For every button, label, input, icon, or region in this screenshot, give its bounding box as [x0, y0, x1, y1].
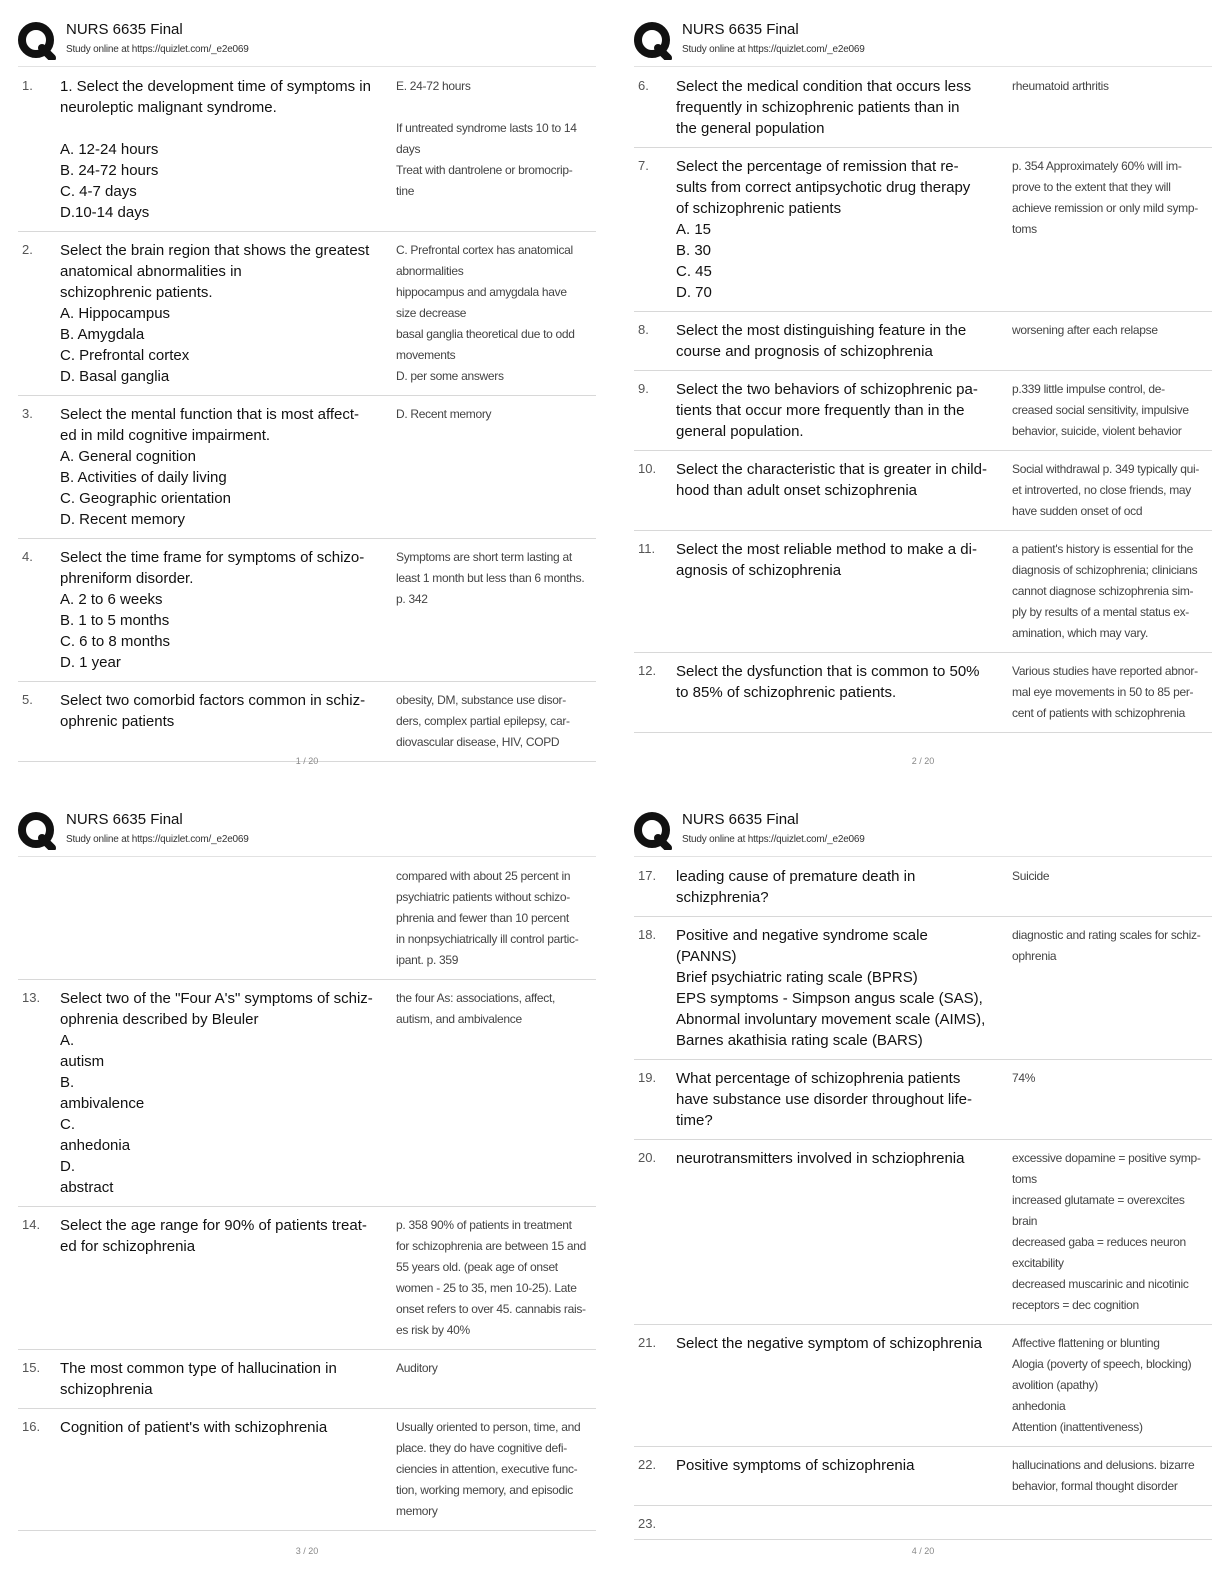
flashcard: [634, 148, 1212, 312]
term-line: D. Recent memory: [60, 511, 186, 528]
term-line: Abnormal involuntary movement scale (AIMS),: [676, 1011, 986, 1028]
card-definition: [1012, 379, 1212, 442]
term-line: Select two of the "Four A's" symptoms of schiz-: [60, 990, 373, 1007]
definition-line: phrenia and fewer than 10 percent: [396, 911, 569, 925]
definition-line: decreased muscarinic and nicotinic: [1012, 1277, 1189, 1291]
card-number: 15.: [22, 1360, 41, 1375]
card-definition: [396, 690, 596, 753]
term-line: to 85% of schizophrenic patients.: [676, 684, 897, 701]
card-number: 21.: [638, 1335, 657, 1350]
card-number: 9.: [638, 381, 649, 396]
definition-line: behavior, suicide, violent behavior: [1012, 424, 1182, 438]
flashcard: [18, 1409, 596, 1531]
definition-line: toms: [1012, 222, 1037, 236]
definition-line: receptors = dec cognition: [1012, 1298, 1139, 1312]
card-number: 2.: [22, 242, 33, 257]
definition-line: hippocampus and amygdala have: [396, 285, 567, 299]
definition-line: a patient's history is essential for the: [1012, 542, 1194, 556]
term-line: Select the mental function that is most affect-: [60, 406, 360, 423]
card-term: [60, 76, 396, 223]
term-line: of schizophrenic patients: [676, 200, 842, 217]
card-number: 13.: [22, 990, 41, 1005]
page-number: 4 / 20: [911, 1546, 935, 1556]
term-line: The most common type of hallucination in: [60, 1360, 337, 1377]
definition-line: D. Recent memory: [396, 407, 492, 421]
header-divider: [18, 66, 596, 67]
card-number: 7.: [638, 158, 649, 173]
page-2: [634, 18, 1212, 778]
term-line: C. 6 to 8 months: [60, 633, 171, 650]
term-line: schizophrenia: [60, 1381, 153, 1398]
definition-line: et introverted, no close friends, may: [1012, 483, 1191, 497]
card-definition: [1012, 76, 1212, 139]
term-line: ambivalence: [60, 1095, 145, 1112]
term-line: C.: [60, 1116, 75, 1133]
term-line: C. Prefrontal cortex: [60, 347, 190, 364]
term-line: [60, 118, 396, 139]
quizlet-logo-icon: [18, 22, 56, 60]
document-title: NURS 6635 Final: [66, 811, 183, 828]
term-line: Select the brain region that shows the greatest: [60, 242, 370, 259]
definition-line: ophrenia: [1012, 949, 1057, 963]
term-line: frequently in schizophrenic patients than in: [676, 99, 960, 116]
card-definition: [1012, 459, 1212, 522]
card-definition: [1012, 1514, 1212, 1531]
term-line: Positive and negative syndrome scale: [676, 927, 928, 944]
flashcard: [18, 1207, 596, 1350]
term-line: anhedonia: [60, 1137, 131, 1154]
study-link[interactable]: Study online at https://quizlet.com/_e2e069: [66, 834, 249, 845]
term-line: neuroleptic malignant syndrome.: [60, 99, 277, 116]
definition-line: toms: [1012, 1172, 1037, 1186]
page-header: [18, 18, 596, 64]
card-definition: [396, 988, 596, 1198]
card-definition: [396, 547, 596, 673]
card-term: [60, 988, 396, 1198]
definition-line: amination, which may vary.: [1012, 626, 1149, 640]
card-term: [676, 1455, 1012, 1497]
definition-line: tine: [396, 184, 415, 198]
page-header: [634, 18, 1212, 64]
definition-line: p. 358 90% of patients in treatment: [396, 1218, 572, 1232]
definition-line: place. they do have cognitive defi-: [396, 1441, 567, 1455]
definition-line: Usually oriented to person, time, and: [396, 1420, 581, 1434]
term-line: agnosis of schizophrenia: [676, 562, 842, 579]
term-line: abstract: [60, 1179, 114, 1196]
term-line: D.10-14 days: [60, 204, 150, 221]
definition-line: If untreated syndrome lasts 10 to 14: [396, 121, 577, 135]
card-number: 18.: [638, 927, 657, 942]
definition-line: psychiatric patients without schizo-: [396, 890, 570, 904]
page-3: [18, 808, 596, 1568]
definition-line: cent of patients with schizophrenia: [1012, 706, 1185, 720]
card-term: [676, 866, 1012, 908]
term-line: EPS symptoms - Simpson angus scale (SAS),: [676, 990, 983, 1007]
definition-line: mal eye movements in 50 to 85 per-: [1012, 685, 1194, 699]
definition-line: diagnosis of schizophrenia; clinicians: [1012, 563, 1198, 577]
term-line: ed in mild cognitive impairment.: [60, 427, 271, 444]
term-line: Barnes akathisia rating scale (BARS): [676, 1032, 923, 1049]
term-line: D. Basal ganglia: [60, 368, 170, 385]
header-divider: [634, 856, 1212, 857]
card-number: 5.: [22, 692, 33, 707]
term-line: Select the two behaviors of schizophrenic pa-: [676, 381, 978, 398]
card-definition: [396, 866, 596, 971]
definition-line: days: [396, 142, 421, 156]
flashcard: [634, 371, 1212, 451]
definition-line: diovascular disease, HIV, COPD: [396, 735, 560, 749]
card-term: [60, 690, 396, 753]
flashcard: [634, 312, 1212, 371]
definition-line: excessive dopamine = positive symp-: [1012, 1151, 1201, 1165]
quizlet-logo-icon: [634, 22, 672, 60]
term-line: schizphrenia?: [676, 889, 769, 906]
definition-line: Auditory: [396, 1361, 438, 1375]
card-number: 19.: [638, 1070, 657, 1085]
card-number: 16.: [22, 1419, 41, 1434]
study-link[interactable]: Study online at https://quizlet.com/_e2e069: [682, 44, 865, 55]
definition-line: Alogia (poverty of speech, blocking): [1012, 1357, 1192, 1371]
flashcard: [18, 1350, 596, 1409]
definition-line: avolition (apathy): [1012, 1378, 1098, 1392]
term-line: ophrenia described by Bleuler: [60, 1011, 259, 1028]
card-definition: [396, 1417, 596, 1522]
term-line: Select the medical condition that occurs less: [676, 78, 972, 95]
flashcard: [18, 682, 596, 762]
flashcard-list: [18, 858, 596, 1531]
definition-line: hallucinations and delusions. bizarre: [1012, 1458, 1195, 1472]
card-term: [676, 320, 1012, 362]
term-line: sults from correct antipsychotic drug therapy: [676, 179, 971, 196]
card-definition: [396, 1358, 596, 1400]
flashcard: [634, 1325, 1212, 1447]
definition-line: rheumatoid arthritis: [1012, 79, 1109, 93]
definition-line: Social withdrawal p. 349 typically qui-: [1012, 462, 1200, 476]
page-number: 2 / 20: [911, 756, 935, 766]
card-term: [676, 1068, 1012, 1131]
flashcard: [634, 653, 1212, 733]
flashcard: [634, 451, 1212, 531]
definition-line: memory: [396, 1504, 438, 1518]
flashcard-list: [634, 68, 1212, 733]
header-divider: [18, 856, 596, 857]
page-1: [18, 18, 596, 778]
card-term: [676, 925, 1012, 1051]
term-line: leading cause of premature death in: [676, 868, 916, 885]
term-line: B.: [60, 1074, 75, 1091]
definition-line: autism, and ambivalence: [396, 1012, 522, 1026]
definition-line: D. per some answers: [396, 369, 504, 383]
card-number: 20.: [638, 1150, 657, 1165]
flashcard: [18, 858, 596, 980]
term-line: Select the age range for 90% of patients treat-: [60, 1217, 367, 1234]
card-term: [60, 240, 396, 387]
term-line: B. 30: [676, 242, 712, 259]
definition-line: basal ganglia theoretical due to odd: [396, 327, 575, 341]
flashcard: [634, 531, 1212, 653]
card-definition: [1012, 539, 1212, 644]
card-number: 10.: [638, 461, 657, 476]
definition-line: size decrease: [396, 306, 467, 320]
term-line: What percentage of schizophrenia patients: [676, 1070, 961, 1087]
definition-line: decreased gaba = reduces neuron: [1012, 1235, 1186, 1249]
card-definition: [1012, 1333, 1212, 1438]
card-number: [18, 866, 60, 971]
term-line: Select the most reliable method to make a di-: [676, 541, 977, 558]
definition-line: excitability: [1012, 1256, 1064, 1270]
definition-line: cannot diagnose schizophrenia sim-: [1012, 584, 1194, 598]
card-definition: [1012, 1148, 1212, 1316]
term-line: A. General cognition: [60, 448, 196, 465]
definition-line: Various studies have reported abnor-: [1012, 664, 1198, 678]
term-line: B. Amygdala: [60, 326, 145, 343]
term-line: the general population: [676, 120, 825, 137]
definition-line: compared with about 25 percent in: [396, 869, 571, 883]
term-line: A. 12-24 hours: [60, 141, 159, 158]
card-number: 12.: [638, 663, 657, 678]
quizlet-logo-icon: [634, 812, 672, 850]
term-line: have substance use disorder throughout life-: [676, 1091, 973, 1108]
card-term: [676, 1333, 1012, 1438]
definition-line: Treat with dantrolene or bromocrip-: [396, 163, 573, 177]
card-definition: [1012, 1068, 1212, 1131]
flashcard-list: [18, 68, 596, 762]
term-line: Select the most distinguishing feature in the: [676, 322, 967, 339]
card-term: [676, 76, 1012, 139]
definition-line: p. 342: [396, 592, 428, 606]
term-line: Select the time frame for symptoms of schizo-: [60, 549, 365, 566]
card-definition: [1012, 156, 1212, 303]
card-number: 6.: [638, 78, 649, 93]
card-number: 3.: [22, 406, 33, 421]
card-term: [60, 404, 396, 530]
card-term: [60, 1215, 396, 1341]
card-definition: [1012, 661, 1212, 724]
definition-line: the four As: associations, affect,: [396, 991, 556, 1005]
definition-line: [396, 97, 590, 118]
flashcard: [18, 980, 596, 1207]
quizlet-logo-icon: [18, 812, 56, 850]
definition-line: Suicide: [1012, 869, 1050, 883]
card-term: [60, 547, 396, 673]
flashcard: [634, 1506, 1212, 1540]
card-number: 22.: [638, 1457, 657, 1472]
definition-line: ipant. p. 359: [396, 953, 459, 967]
definition-line: prove to the extent that they will: [1012, 180, 1171, 194]
definition-line: p. 354 Approximately 60% will im-: [1012, 159, 1182, 173]
flashcard: [634, 917, 1212, 1060]
definition-line: achieve remission or only mild symp-: [1012, 201, 1198, 215]
definition-line: p.339 little impulse control, de-: [1012, 382, 1165, 396]
term-line: Select the characteristic that is greater in child-: [676, 461, 987, 478]
term-line: A. 15: [676, 221, 712, 238]
definition-line: creased social sensitivity, impulsive: [1012, 403, 1189, 417]
page-4: [634, 808, 1212, 1568]
definition-line: onset refers to over 45. cannabis rais-: [396, 1302, 586, 1316]
flashcard: [634, 68, 1212, 148]
definition-line: for schizophrenia are between 15 and: [396, 1239, 587, 1253]
card-definition: [396, 404, 596, 530]
definition-line: worsening after each relapse: [1012, 323, 1158, 337]
definition-line: least 1 month but less than 6 months.: [396, 571, 585, 585]
study-link[interactable]: Study online at https://quizlet.com/_e2e069: [682, 834, 865, 845]
card-number: 11.: [638, 541, 656, 556]
term-line: neurotransmitters involved in schziophrenia: [676, 1150, 965, 1167]
definition-line: tion, working memory, and episodic: [396, 1483, 573, 1497]
definition-line: diagnostic and rating scales for schiz-: [1012, 928, 1201, 942]
card-number: 1.: [22, 78, 33, 93]
definition-line: abnormalities: [396, 264, 464, 278]
card-term: [676, 1514, 1012, 1531]
flashcard: [634, 1447, 1212, 1506]
term-line: Select two comorbid factors common in schiz-: [60, 692, 366, 709]
card-term: [676, 379, 1012, 442]
term-line: Cognition of patient's with schizophrenia: [60, 1419, 328, 1436]
term-line: tients that occur more frequently than in the: [676, 402, 965, 419]
flashcard-list: [634, 858, 1212, 1540]
flashcard: [18, 232, 596, 396]
term-line: general population.: [676, 423, 804, 440]
term-line: ophrenic patients: [60, 713, 175, 730]
page-number: 1 / 20: [295, 756, 319, 766]
term-line: Brief psychiatric rating scale (BPRS): [676, 969, 918, 986]
term-line: Select the percentage of remission that re-: [676, 158, 959, 175]
term-line: Select the dysfunction that is common to 50%: [676, 663, 980, 680]
card-definition: [1012, 1455, 1212, 1497]
term-line: D. 1 year: [60, 654, 121, 671]
term-line: course and prognosis of schizophrenia: [676, 343, 933, 360]
definition-line: Attention (inattentiveness): [1012, 1420, 1143, 1434]
card-term: [676, 661, 1012, 724]
term-line: 1. Select the development time of symptoms in: [60, 78, 371, 95]
card-number: 4.: [22, 549, 33, 564]
card-number: 23.: [638, 1516, 657, 1531]
card-number: 14.: [22, 1217, 41, 1232]
term-line: D. 70: [676, 284, 712, 301]
card-definition: [1012, 320, 1212, 362]
definition-line: ders, complex partial epilepsy, car-: [396, 714, 570, 728]
flashcard: [18, 68, 596, 232]
card-term: [60, 1358, 396, 1400]
definition-line: brain: [1012, 1214, 1038, 1228]
term-line: phreniform disorder.: [60, 570, 194, 587]
term-line: B. 1 to 5 months: [60, 612, 170, 629]
term-line: C. 4-7 days: [60, 183, 137, 200]
definition-line: es risk by 40%: [396, 1323, 470, 1337]
flashcard: [634, 858, 1212, 917]
definition-line: C. Prefrontal cortex has anatomical: [396, 243, 573, 257]
definition-line: behavior, formal thought disorder: [1012, 1479, 1178, 1493]
definition-line: women - 25 to 35, men 10-25). Late: [396, 1281, 577, 1295]
definition-line: in nonpsychiatrically ill control partic-: [396, 932, 579, 946]
definition-line: Affective flattening or blunting: [1012, 1336, 1160, 1350]
term-line: ed for schizophrenia: [60, 1238, 196, 1255]
term-line: B. Activities of daily living: [60, 469, 227, 486]
card-term: [60, 1417, 396, 1522]
term-line: Select the negative symptom of schizophrenia: [676, 1335, 982, 1352]
term-line: time?: [676, 1112, 713, 1129]
card-number: 17.: [638, 868, 657, 883]
term-line: autism: [60, 1053, 105, 1070]
card-term: [676, 156, 1012, 303]
definition-line: obesity, DM, substance use disor-: [396, 693, 566, 707]
card-term: [676, 539, 1012, 644]
card-number: 8.: [638, 322, 649, 337]
flashcard: [634, 1140, 1212, 1325]
term-line: anatomical abnormalities in: [60, 263, 242, 280]
document-title: NURS 6635 Final: [682, 21, 799, 38]
flashcard: [634, 1060, 1212, 1140]
definition-line: ply by results of a mental status ex-: [1012, 605, 1189, 619]
flashcard: [18, 539, 596, 682]
study-link[interactable]: Study online at https://quizlet.com/_e2e069: [66, 44, 249, 55]
card-term: [60, 866, 396, 971]
term-line: A. Hippocampus: [60, 305, 171, 322]
flashcard: [18, 396, 596, 539]
definition-line: E. 24-72 hours: [396, 79, 471, 93]
term-line: (PANNS): [676, 948, 737, 965]
card-definition: [1012, 866, 1212, 908]
term-line: D.: [60, 1158, 75, 1175]
definition-line: increased glutamate = overexcites: [1012, 1193, 1185, 1207]
definition-line: 74%: [1012, 1071, 1036, 1085]
card-definition: [396, 240, 596, 387]
term-line: C. 45: [676, 263, 712, 280]
term-line: Positive symptoms of schizophrenia: [676, 1457, 915, 1474]
definition-line: movements: [396, 348, 456, 362]
card-definition: [396, 76, 596, 223]
definition-line: Symptoms are short term lasting at: [396, 550, 572, 564]
page-header: [18, 808, 596, 854]
term-line: hood than adult onset schizophrenia: [676, 482, 918, 499]
card-term: [676, 1148, 1012, 1316]
term-line: A. 2 to 6 weeks: [60, 591, 163, 608]
card-term: [676, 459, 1012, 522]
card-definition: [396, 1215, 596, 1341]
term-line: schizophrenic patients.: [60, 284, 213, 301]
definition-line: have sudden onset of ocd: [1012, 504, 1143, 518]
page-header: [634, 808, 1212, 854]
card-definition: [1012, 925, 1212, 1051]
term-line: A.: [60, 1032, 75, 1049]
definition-line: 55 years old. (peak age of onset: [396, 1260, 558, 1274]
term-line: C. Geographic orientation: [60, 490, 231, 507]
definition-line: ciencies in attention, executive func-: [396, 1462, 578, 1476]
document-title: NURS 6635 Final: [682, 811, 799, 828]
definition-line: anhedonia: [1012, 1399, 1066, 1413]
term-line: B. 24-72 hours: [60, 162, 159, 179]
header-divider: [634, 66, 1212, 67]
page-number: 3 / 20: [295, 1546, 319, 1556]
document-title: NURS 6635 Final: [66, 21, 183, 38]
